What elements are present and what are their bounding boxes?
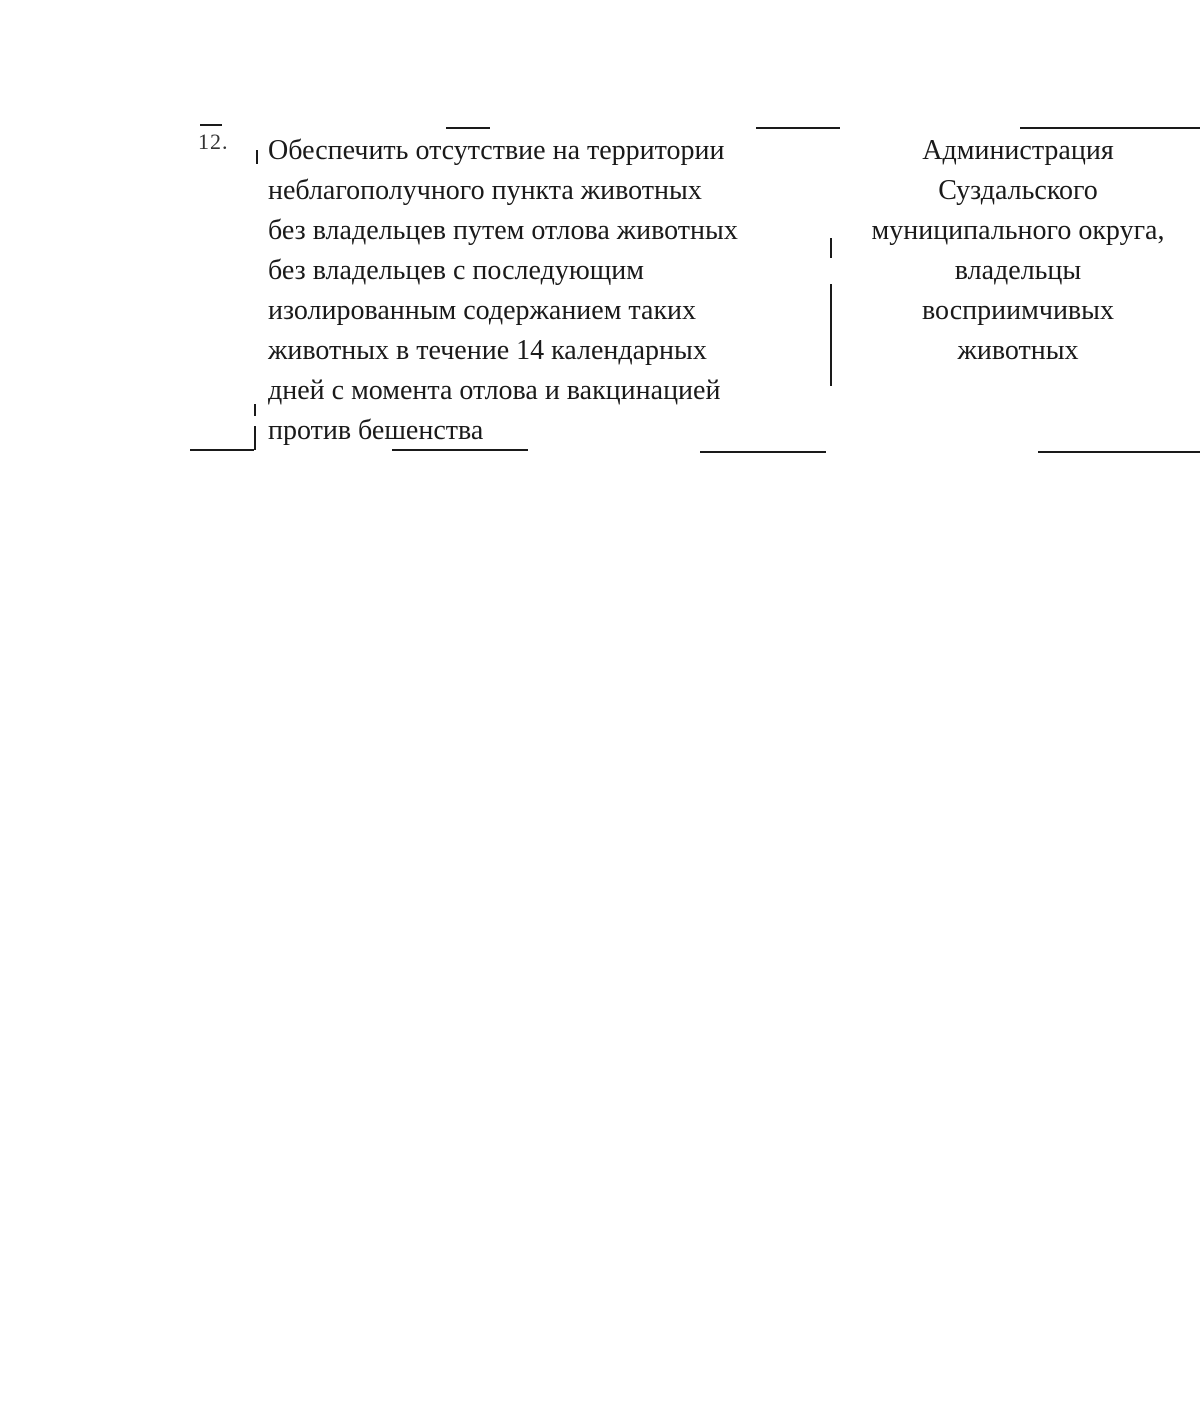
table-border-top [446, 127, 490, 129]
responsible-line: муниципального округа, [871, 215, 1165, 246]
responsible-line: Суздальского [938, 175, 1098, 206]
action-line: неблагополучного пункта животных [268, 175, 702, 206]
row-number: 12. [198, 129, 229, 154]
action-line: дней с момента отлова и вакцинацией [268, 375, 721, 406]
table-border-top [1020, 127, 1200, 129]
table-column-divider [830, 238, 832, 258]
action-line: изолированным содержанием таких [268, 295, 697, 326]
action-line: Обеспечить отсутствие на территории [268, 135, 725, 166]
action-line: без владельцев с последующим [268, 255, 645, 286]
action-line: без владельцев путем отлова животных [268, 215, 738, 246]
table-column-divider [830, 284, 832, 386]
table-border-top [756, 127, 840, 129]
table-border-bottom [190, 449, 254, 451]
responsible-line: восприимчивых [922, 295, 1114, 326]
action-cell [268, 131, 828, 451]
table-column-divider [254, 426, 256, 450]
action-line: против бешенства [268, 415, 484, 446]
responsible-line: владельцы [954, 255, 1082, 286]
table-border-top [200, 124, 222, 126]
table-column-divider [254, 404, 256, 416]
responsible-line: Администрация [922, 135, 1114, 166]
table-border-bottom [1038, 451, 1200, 453]
responsible-cell [842, 131, 1194, 371]
table-border-bottom [700, 451, 826, 453]
action-line: животных в течение 14 календарных [268, 335, 707, 366]
responsible-line: животных [957, 335, 1079, 366]
table-column-divider [256, 150, 258, 164]
